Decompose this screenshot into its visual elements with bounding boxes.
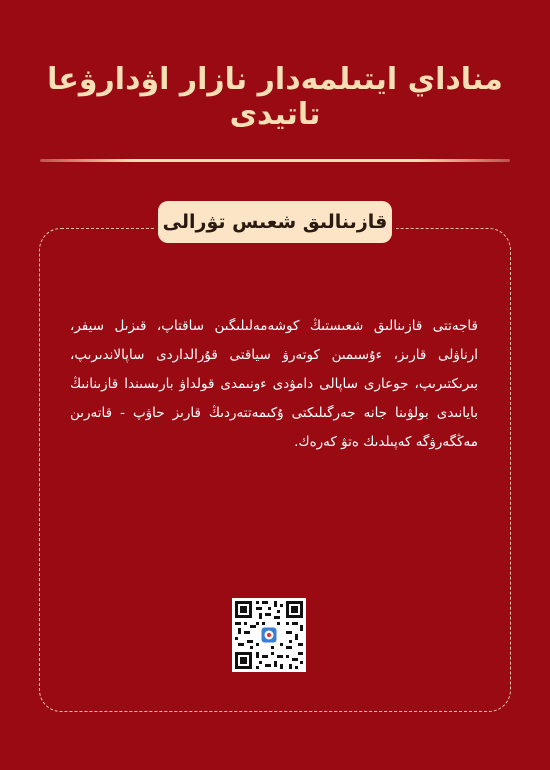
title-divider — [40, 159, 510, 162]
section-tag-label: قازىنالىق شعىس تۋرالى — [162, 211, 388, 233]
page-title: مناداي ايتىلمەدار نازار اۋدارۋعا تاتيدى — [47, 62, 503, 132]
section-tag — [158, 201, 392, 243]
body-paragraph: قاجەتتى قازىنالىق شعىستىڭ كوشەمەلىلىگىن ساقتاپ، قىزىل سيفر، ارناۋلى قارىز، ءۇسىمىن كوتەرۋ سياقتى قۇرالداردى ساپالاندىرىپ، بىرىكتىرىپ، جوعارى ساپالى دامۋدى ءونىمدى قولداۋ بارىسىندا قازىنانىڭ بايانىدى بولۋىنا جانە جەرگىلىكتى ۇكىمەتتەردىڭ قارىز حاۋپ - قاتەرىن مەڭگەرۋگە كەپىلدىك ەتۋ كەرەك. — [70, 318, 478, 450]
app-logo-icon — [260, 626, 278, 644]
qr-code-icon[interactable] — [232, 598, 306, 672]
